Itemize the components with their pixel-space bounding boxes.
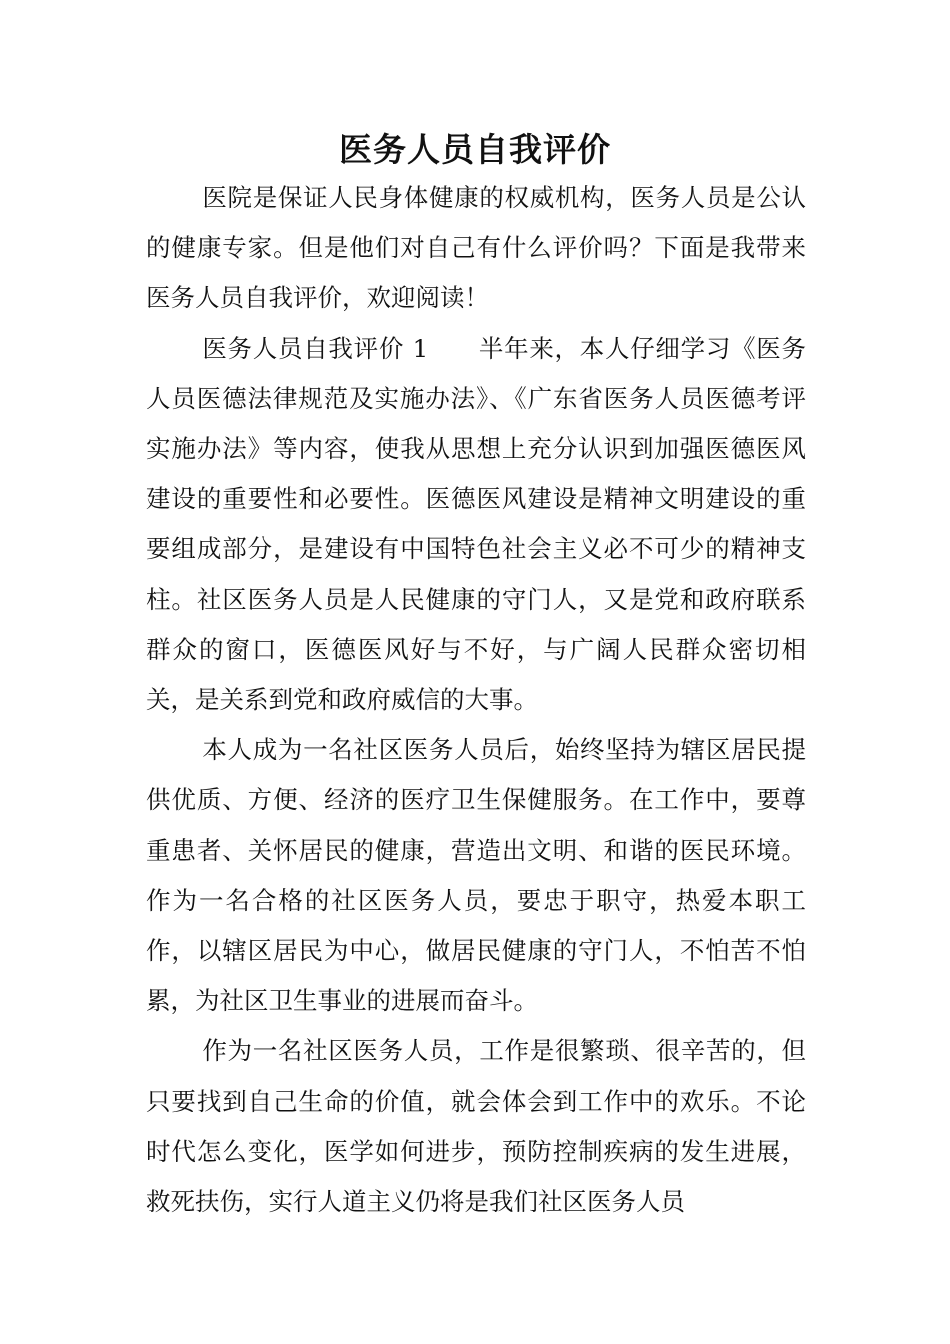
section-heading: 医务人员自我评价 1 [202,333,429,363]
paragraph-text: 医院是保证人民身体健康的权威机构，医务人员是公认的健康专家。但是他们对自己有什么评价吗？下面是我带来医务人员自我评价，欢迎阅读！ [146,183,806,313]
body-paragraph [146,725,806,1026]
section-paragraph [146,324,806,726]
intro-paragraph [146,173,806,324]
paragraph-text: 半年来，本人仔细学习《医务人员医德法律规范及实施办法》、《广东省医务人员医德考评实施办法》等内容，使我从思想上充分认识到加强医德医风建设的重要性和必要性。医德医风建设是精神文明建设的重要组成部分，是建设有中国特色社会主义必不可少的精神支柱。社区医务人员是人民健康的守门人，又是党和政府联系群众的窗口，医德医风好与不好，与广阔人民群众密切相关，是关系到党和政府威信的大事。 [146,333,807,715]
paragraph-text: 作为一名社区医务人员，工作是很繁琐、很辛苦的，但只要找到自己生命的价值，就会体会到工作中的欢乐。不论时代怎么变化，医学如何进步，预防控制疾病的发生进展，救死扶伤，实行人道主义仍将是我们社区医务人员 [146,1036,806,1217]
document-title: 医务人员自我评价 [339,130,611,169]
body-paragraph [146,1026,806,1227]
document-body [146,173,806,1227]
paragraph-text: 本人成为一名社区医务人员后，始终坚持为辖区居民提供优质、方便、经济的医疗卫生保健服务。在工作中，要尊重患者、关怀居民的健康，营造出文明、和谐的医民环境。作为一名合格的社区医务人员，要忠于职守，热爱本职工作，以辖区居民为中心，做居民健康的守门人，不怕苦不怕累，为社区卫生事业的进展而奋斗。 [146,735,806,1016]
